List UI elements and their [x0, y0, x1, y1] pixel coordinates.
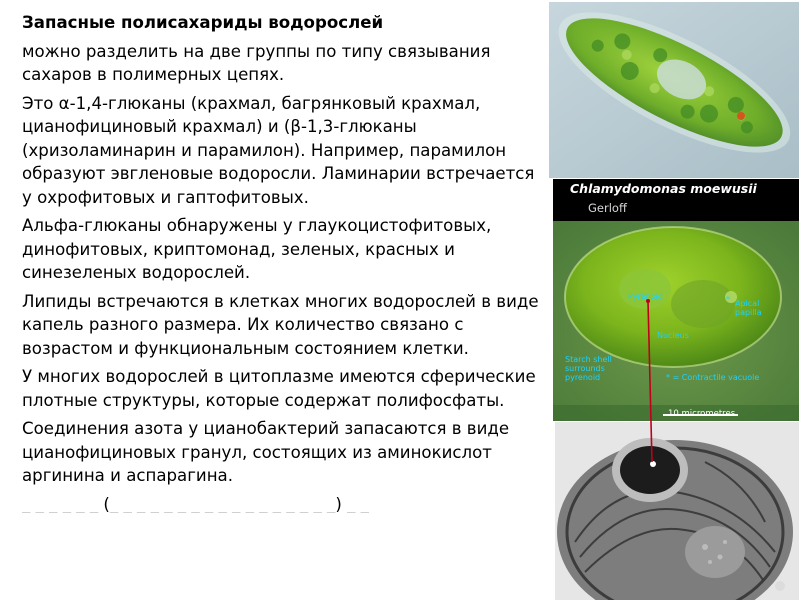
paragraph-glucans: Это α-1,4-глюканы (крахмал, багрянковый крахмал, цианофициновый крахмал) и (β-1,3-глюканы (хризоламинарин и парамилон). Например, парамилон образуют эвгленовые водоросли. Ламинарии встречается у охрофитовых и гаптофитовых.	[22, 93, 535, 207]
paragraph-lipids: Липиды встречаются в клетках многих водорослей в виде капель разного размера. Их количество связано с возрастом и функциональным состоянием клетки.	[22, 291, 539, 358]
nucleus-label: Nucleus	[657, 331, 689, 340]
paragraph-groups: можно разделить на две группы по типу связывания сахаров в полимерных цепях.	[22, 41, 491, 84]
paragraph-nitrogen: Соединения азота у цианобактерий запасаются в виде цианофициновых гранул, состоящих из аминокислот аргинина и аспарагина.	[22, 419, 510, 485]
author-label: Gerloff	[588, 201, 627, 215]
species-label: Chlamydomonas moewusii	[570, 181, 757, 196]
slide-title: Запасные полисахариды водорослей	[22, 13, 384, 32]
paragraph-polyphosphates: У многих водорослей в цитоплазме имеются сферические плотные структуры, которые содержат полифосфаты.	[22, 367, 536, 410]
paragraph-cutoff: _ _ _ _ _ _ (_ _ _ _ _ _ _ _ _ _ _ _ _ _ _ _ _) _ _	[22, 494, 369, 513]
paragraph-alpha-glucans: Альфа-глюканы обнаружены у глаукоцистофитовых, динофитовых, криптомонад, зеленых, красных и синезеленых водорослей.	[22, 216, 492, 282]
scale-bar-label: 10 micrometres	[668, 409, 736, 419]
contractile-vacuole-marker: *	[726, 295, 730, 304]
starch-shell-label: Starch shell surrounds pyrenoid	[565, 355, 612, 382]
pyrenoid-label: Pyrenoid	[628, 292, 663, 301]
contractile-vacuole-label: * = Contractile vacuole	[666, 373, 760, 382]
apical-papilla-label: Apical papilla	[735, 299, 762, 317]
